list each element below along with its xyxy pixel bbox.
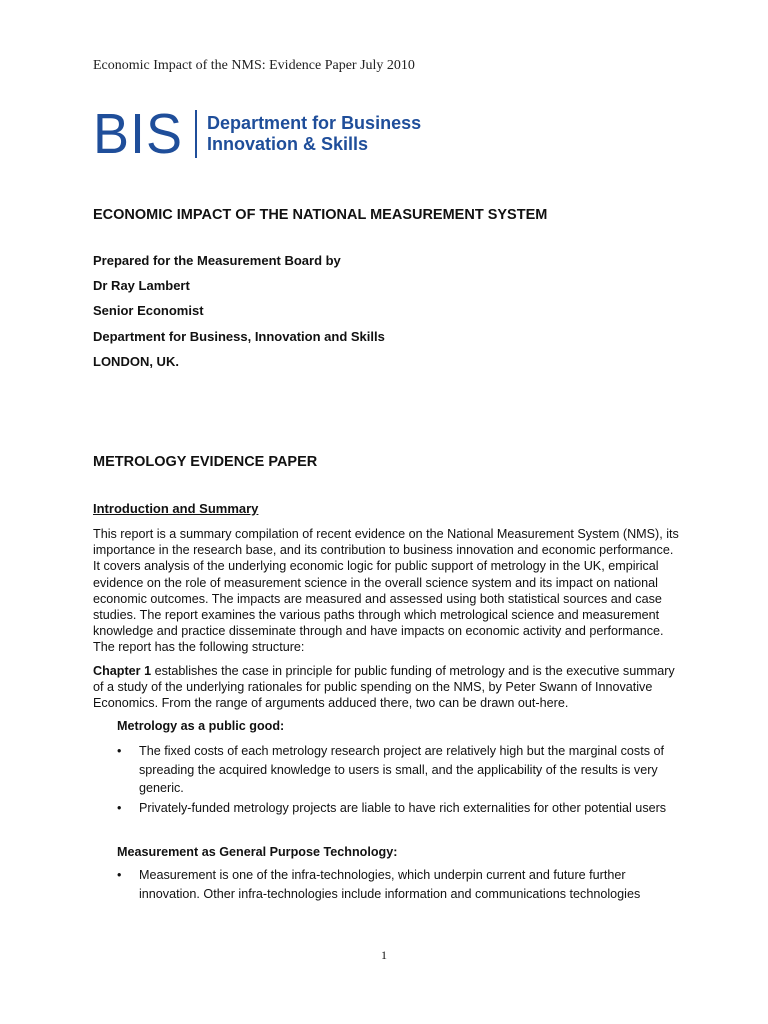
author-name: Dr Ray Lambert — [93, 278, 190, 294]
public-good-heading: Metrology as a public good: — [117, 719, 285, 733]
document-title: ECONOMIC IMPACT OF THE NATIONAL MEASUREMENT SYSTEM — [93, 207, 548, 223]
list-item — [117, 742, 677, 798]
paragraph-chapter-1 — [93, 663, 683, 712]
public-good-list — [117, 742, 677, 818]
gpt-heading: Measurement as General Purpose Technology: — [117, 845, 398, 859]
section-title: METROLOGY EVIDENCE PAPER — [93, 454, 318, 470]
author-location: LONDON, UK. — [93, 353, 179, 369]
subheading: Introduction and Summary — [93, 501, 259, 516]
running-header: Economic Impact of the NMS: Evidence Paper July 2010 — [93, 58, 415, 73]
logo-line-2: Innovation & Skills — [207, 134, 369, 154]
logo-line-1: Department for Business — [207, 113, 422, 133]
bullet-icon: • — [117, 868, 122, 882]
prepared-by-block — [93, 253, 385, 379]
list-item-text: Measurement is one of the infra-technologies, which underpin current and future further innovation. Other infra-technologies include information and communications technologies — [139, 868, 641, 901]
list-item-text: Privately-funded metrology projects are liable to have rich externalities for other potential users — [139, 800, 667, 815]
chapter-label: Chapter 1 — [93, 664, 152, 678]
bullet-icon: • — [117, 800, 122, 815]
bis-logo — [93, 102, 422, 166]
page-number: 1 — [381, 948, 387, 962]
logo-mark: BIS — [93, 102, 184, 166]
list-item — [117, 866, 677, 903]
logo-text — [207, 113, 421, 155]
logo-divider — [195, 110, 197, 158]
list-item — [117, 799, 677, 818]
list-item-text: The fixed costs of each metrology research project are relatively high but the marginal costs of spreading the acquired knowledge to users is small, and the applicability of the results is very generic. — [139, 744, 664, 795]
chapter-text: establishes the case in principle for public funding of metrology and is the executive summary of a study of the underlying rationales for public spending on the NMS, by Peter Swann of Innovative Economics. From the range of arguments adduced there, two can be drawn out-here. — [93, 664, 675, 711]
paragraph-intro: This report is a summary compilation of recent evidence on the National Measurement System (NMS), its importance in the research base, and its contribution to business innovation and economic performance. It covers analysis of the underlying economic logic for public support of metrology in the UK, empirical evidence on the role of measurement science in the overall science system and its impact on national economic outcomes. The impacts are measured and assessed using both statistical sources and case studies. The report examines the various paths through which metrological science and measurement knowledge and practice disseminate through and have impacts on economic activity and performance. The report has the following structure: — [93, 527, 679, 655]
author-department: Department for Business, Innovation and Skills — [93, 328, 385, 344]
author-role: Senior Economist — [93, 303, 204, 319]
bullet-icon: • — [117, 744, 122, 758]
gpt-list — [117, 866, 677, 904]
prepared-line: Prepared for the Measurement Board by — [93, 253, 341, 268]
